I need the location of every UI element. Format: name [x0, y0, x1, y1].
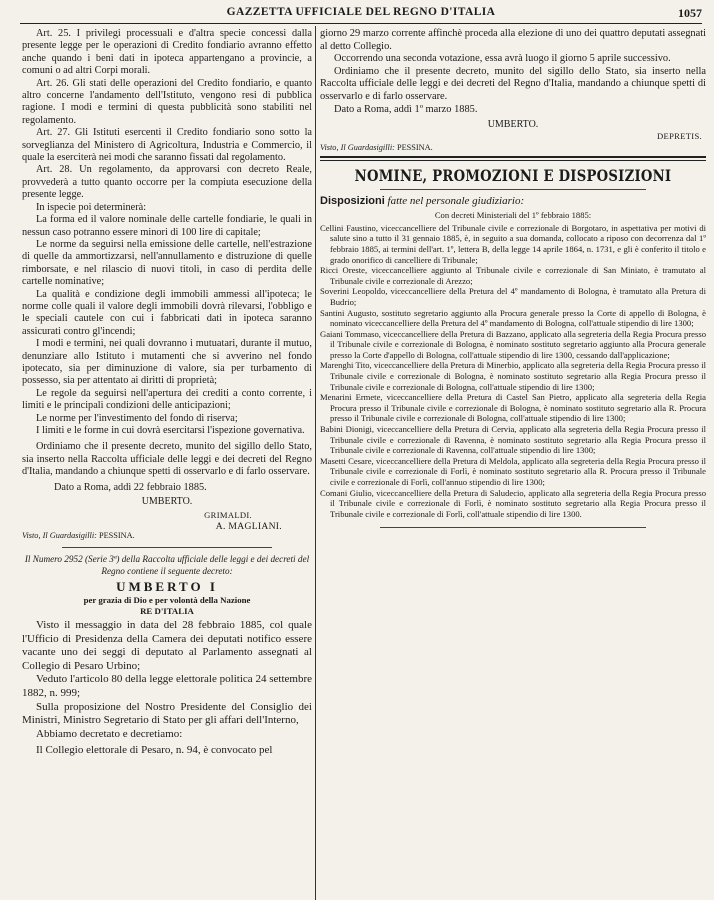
page-number: 1057 — [678, 6, 702, 20]
visto-messaggio: Visto il messaggio in data del 28 febbraio 1885, col quale l'Ufficio di Presidenza della Camera dei deputati notifico essere vacante uno dei seggi di deputato al Parlamento assegnati al Collegio di Pesaro Urbino; — [22, 619, 312, 672]
king-title: UMBERTO I — [116, 579, 218, 595]
specie-line: In ispecie poi determinerà: — [36, 201, 147, 213]
visto-right — [320, 142, 706, 153]
sulla-proposizione: Sulla proposizione del Nostro Presidente del Consiglio dei Ministri, Ministro Segretario di Stato per gli affari dell'Interno, — [22, 700, 312, 727]
list-item: Menarini Ermete, viceccancelliere della Pretura di Castel San Pietro, applicato alla segreteria della Regia Procura presso il Tribunale civile e correzionale di Bologna, è nominato sostituto segretario alla R. Procura presso il Tribunale civile e correzionale di Bologna, coll'attuale stipendio di lire 1300; — [320, 392, 706, 424]
article-27: Art. 27. Gli Istituti esercenti il Credito fondiario sono sotto la sorveglianza del Ministero di Agricoltura, Industria e Commercio, il quale la eserciterà nei modi che saranno fissati dal regolamento. — [22, 127, 312, 164]
list-item: La qualità e condizione degli immobili ammessi all'ipoteca; le norme colle quali il valore degli immobili dovrà rilevarsi, l'obbligo e le speciali cautele con cui i fabbricati dati in ipoteca saranno assicurati contro gl'incendi; — [22, 288, 312, 337]
article-28: Art. 28. Un regolamento, da approvarsi con decreto Reale, provvederà a tutto quanto occorre per la compiuta esecuzione della presente legge. — [22, 164, 312, 201]
header-rule — [20, 23, 702, 24]
article-26: Art. 26. Gli stati delle operazioni del Credito fondiario, e quanto altro concerne l'andamento dell'Istituto, vengono resi di pubblica ragione. I modi e termini di questa pubblicità sono stabiliti nel regolamento. — [22, 77, 312, 126]
continuation-1: giorno 29 marzo corrente affinchè proceda alla elezione di uno dei quattro deputati assegnati al detto Collegio. — [320, 28, 706, 52]
abbiamo-decretato: Abbiamo decretato e decretiamo: — [36, 727, 183, 740]
visto-name: PESSINA. — [98, 531, 135, 541]
title-underline — [380, 189, 646, 190]
list-item: Soverini Leopoldo, viceccancelliere della Pretura del 4º mandamento di Bologna, è tramutato alla Pretura di Budrio; — [320, 286, 706, 307]
dato-right: Dato a Roma, addì 1º marzo 1885. — [334, 103, 478, 115]
article-25: Art. 25. I privilegi processuali e d'altra specie concessi dalla presente legge per le operazioni di Credito fondiario avranno effetto anche quando i beni dati in ipoteca appartengano a provincie, a comuni o ad altri Corpi morali. — [22, 28, 312, 77]
column-divider — [315, 26, 316, 900]
re-italia-line: RE D'ITALIA — [140, 605, 194, 616]
section-rule — [320, 156, 706, 161]
gazette-title: GAZZETTA UFFICIALE DEL REGNO D'ITALIA — [226, 6, 496, 18]
list-item: Le regole da seguirsi nell'apertura dei crediti a conto corrente, i limiti e le principali condizioni delle anticipazioni; — [22, 387, 312, 412]
signer-magliani: A. MAGLIANI. — [215, 521, 282, 533]
collegio-line: Il Collegio elettorale di Pesaro, n. 94, è convocato pel — [36, 744, 273, 757]
list-item: Ricci Oreste, viceccancelliere aggiunto al Tribunale civile e correzionale di San Miniato, è tramutato al Tribunale civile e correzionale di Arezzo; — [320, 265, 706, 286]
visto-label: Visto, Il Guardasigilli: — [22, 531, 97, 541]
right-column — [320, 28, 706, 894]
list-item: Santini Augusto, sostituto segretario aggiunto alla Procura generale presso la Corte di appello di Bologna, è nominato viceccancelliere della Pretura del 4º mandamento di Bologna, coll'attuale stipendio di lire 1300; — [320, 307, 706, 329]
list-item: I modi e termini, nei quali dovranno i mutuatari, durante il mutuo, denunziare allo Istituto i mutamenti che si avverino nel fondo ipotecato, sia per diminuzione di valore, sia per turbamento di possesso, sia per attentato ai diritti di proprietà; — [22, 338, 312, 387]
signer-grimaldi: GRIMALDI. — [204, 510, 252, 521]
sub-title-bold: Disposizioni — [320, 195, 385, 208]
separator — [62, 547, 272, 548]
ordiniamo-right: Ordiniamo che il presente decreto, munito del sigillo dello Stato, sia inserto nella Raccolta ufficiale delle leggi e dei decreti del Regno d'Italia, mandando a chiunque spetti di osservarlo e di farlo osservare. — [320, 65, 706, 102]
dato-left: Dato a Roma, addì 22 febbraio 1885. — [54, 481, 207, 493]
page-header — [20, 0, 702, 22]
list-item: I limiti e le forme in cui dovrà esercitarsi l'ispezione governativa. — [36, 425, 305, 436]
end-rule — [380, 527, 646, 528]
section-title: NOMINE, PROMOZIONI E DISPOSIZIONI — [354, 166, 672, 186]
sub-title — [320, 194, 706, 208]
sub-title-italic: fatte nel personale giudiziario: — [387, 195, 525, 208]
signature-umberto-right: UMBERTO. — [487, 119, 539, 131]
list-item: Marenghi Tito, viceccancelliere della Pretura di Minerbio, applicato alla segreteria della Regia Procura presso il Tribunale civile e correzionale di Bologna, è nominato sostituto segretario alla Regia Procura presso il Tribunale civile e correzionale di Bologna, coll'attuale stipendio di lire 1300; — [320, 360, 706, 392]
signature-umberto-left: UMBERTO. — [141, 496, 193, 508]
con-decreti: Con decreti Ministeriali del 1º febbraio 1885: — [434, 210, 592, 221]
grazia-line: per grazia di Dio e per volontà della Nazione — [83, 595, 251, 606]
visto-name: PESSINA. — [396, 143, 433, 153]
decree-intro: Il Numero 2952 (Serie 3ª) della Raccolta ufficiale delle leggi e dei decreti del Regno contiene il seguente decreto: — [24, 554, 310, 576]
list-item: Le norme da seguirsi nella emissione delle cartelle, nell'estrazione di quelle da ammortizzarsi, nell'annullamento e distruzione di quelle rimborsate, e nel rilascio di nuovi titoli, in caso di perdita delle cartelle nominative; — [22, 238, 312, 288]
list-item: La forma ed il valore nominale delle cartelle fondiarie, le quali in nessun caso potranno essere minori di 100 lire di capitale; — [22, 214, 312, 238]
list-item: Gaiani Tommaso, viceccancelliere della Pretura di Bazzano, applicato alla segreteria della Regia Procura presso il Tribunale civile e correzionale di Bologna, è nominato sostituto segretario aggiunto alla Procura generale presso la Corte d'appello di Bologna, coll'attuale stipendio di lire 1300, cessando dall'applicazione; — [320, 328, 706, 360]
list-item: Masetti Cesare, viceccancelliere della Pretura di Meldola, applicato alla segreteria della Regia Procura presso il Tribunale civile e correzionale di Forlì, è nominato sostituto segretario alla R. Procura presso il Tribunale civile e correzionale di Forlì, coll'annuo stipendio di lire 1300; — [320, 455, 706, 487]
ordiniamo-left: Ordiniamo che il presente decreto, munito del sigillo dello Stato, sia inserto nella Raccolta ufficiale delle leggi e dei decreti del Regno d'Italia, mandando a chiunque spetti di osservarlo e di farlo osservare. — [22, 441, 312, 478]
signer-depretis: DEPRETIS. — [657, 131, 702, 142]
continuation-2: Occorrendo una seconda votazione, essa avrà luogo il giorno 5 aprile successivo. — [334, 53, 671, 65]
left-column — [22, 28, 312, 894]
list-item: Babini Dionigi, viceccancelliere della Pretura di Cervia, applicato alla segreteria della Regia Procura presso il Tribunale civile e correzionale di Ravenna, è nominato sostituto segretario alla Regia Procura presso il Tribunale civile e correzionale di Ravenna, coll'attuale stipendio di lire 1300; — [320, 424, 706, 456]
visto-label: Visto, Il Guardasigilli: — [320, 143, 395, 153]
list-item: Cellini Faustino, viceccancelliere del Tribunale civile e correzionale di Borgotaro, in aspettativa per motivi di salute sino a tutto il 31 gennaio 1885, è, in seguito a sua domanda, collocato a riposo con decorrenza dal 1º febbraio 1885, ai termini dell'art. 1º, lettera B, della legge 14 aprile 1864, n. 1731, e gli è conferito il titolo e grado onorifico di cancelliere di Tribunale; — [320, 222, 706, 265]
list-item: Le norme per l'investimento del fondo di riserva; — [36, 412, 238, 424]
veduto-articolo: Veduto l'articolo 80 della legge elettorale politica 24 settembre 1882, n. 999; — [22, 673, 312, 699]
list-item: Comani Giulio, viceccancelliere della Pretura di Saludecio, applicato alla segreteria della Regia Procura presso il Tribunale civile e correzionale di Forlì, è nominato sostituto segretario alla Regia Procura presso il Tribunale civile e correzionale di Forlì, coll'attuale stipendio di lire 1300. — [320, 487, 706, 519]
